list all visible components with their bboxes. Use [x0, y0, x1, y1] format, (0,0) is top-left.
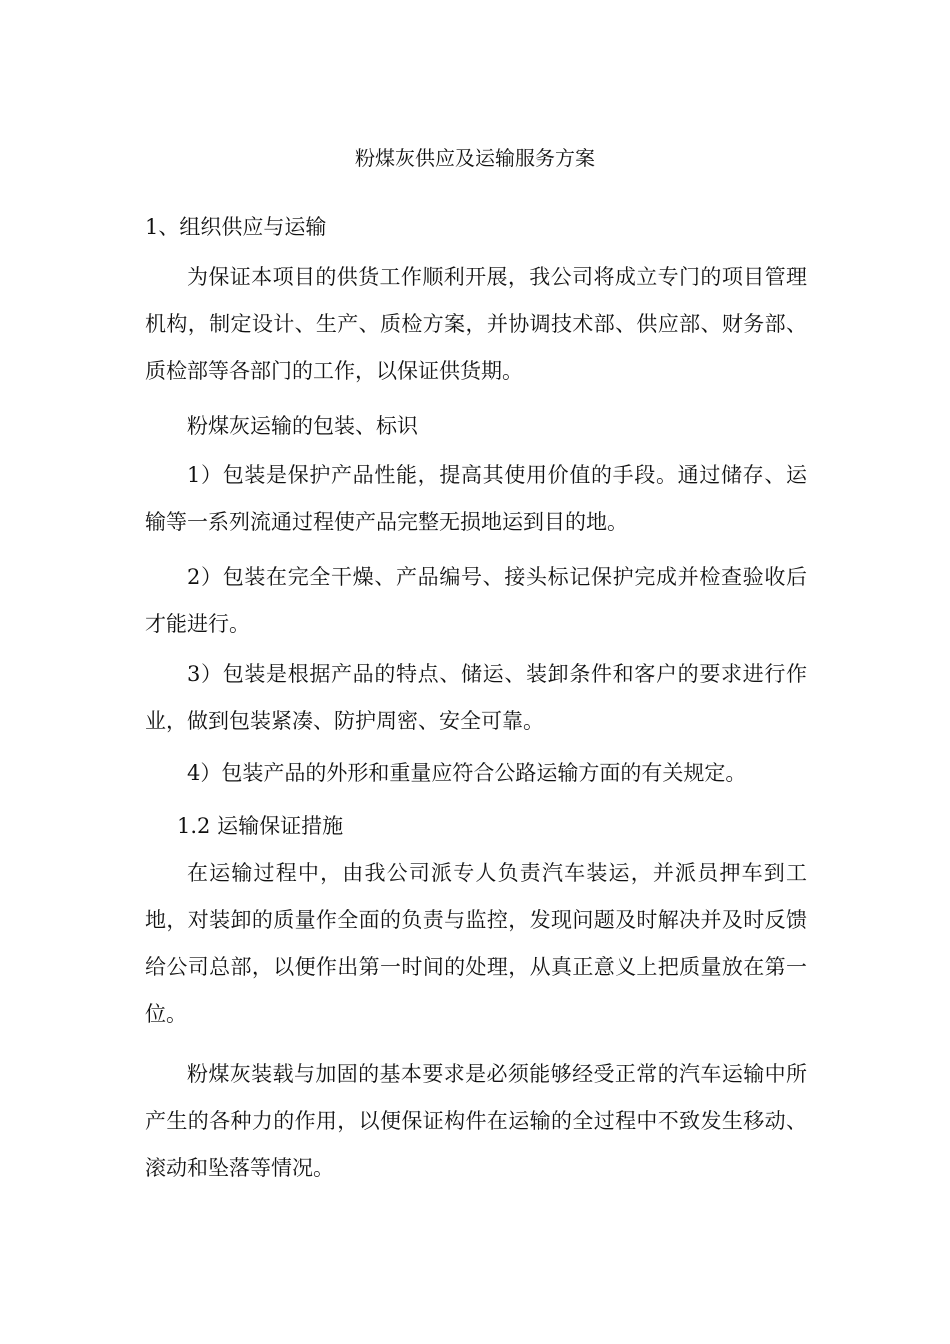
packaging-item-4: 4）包装产品的外形和重量应符合公路运输方面的有关规定。: [187, 761, 747, 785]
packaging-item-2: 2）包装在完全干燥、产品编号、接头标记保护完成并检查验收后才能进行。: [145, 565, 807, 636]
loading-paragraph: 粉煤灰装载与加固的基本要求是必须能够经受正常的汽车运输中所产生的各种力的作用，以便保证构件在运输的全过程中不致发生移动、滚动和坠落等情况。: [145, 1062, 807, 1180]
section-1-heading: 1、组织供应与运输: [145, 215, 327, 239]
document-title: 粉煤灰供应及运输服务方案: [355, 146, 595, 170]
transport-paragraph: 在运输过程中，由我公司派专人负责汽车装运，并派员押车到工地，对装卸的质量作全面的负责与监控，发现问题及时解决并及时反馈给公司总部，以便作出第一时间的处理，从真正意义上把质量放在第一位。: [145, 861, 807, 1026]
intro-paragraph: 为保证本项目的供货工作顺利开展，我公司将成立专门的项目管理机构，制定设计、生产、质检方案，并协调技术部、供应部、财务部、质检部等各部门的工作，以保证供货期。: [145, 265, 807, 383]
packaging-item-3: 3）包装是根据产品的特点、储运、装卸条件和客户的要求进行作业，做到包装紧凑、防护周密、安全可靠。: [145, 662, 807, 733]
packaging-item-1: 1）包装是保护产品性能，提高其使用价值的手段。通过储存、运输等一系列流通过程使产品完整无损地运到目的地。: [145, 463, 807, 534]
section-1-2-heading: 1.2 运输保证措施: [177, 814, 344, 838]
packaging-heading: 粉煤灰运输的包装、标识: [187, 414, 418, 438]
